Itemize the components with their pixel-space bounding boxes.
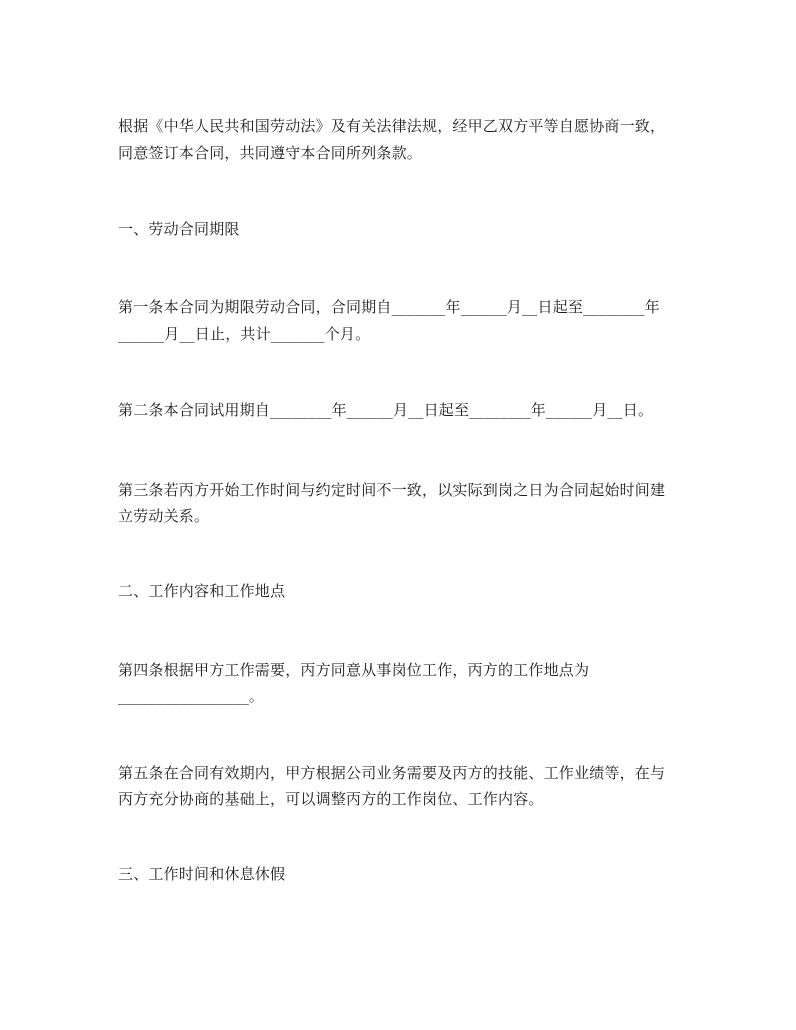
article-4-line-2: _________________。	[118, 687, 265, 705]
article-1-line-1: 第一条本合同为期限劳动合同，合同期自_______年______月__日起至________年	[118, 298, 660, 316]
article-3-line-1: 第三条若丙方开始工作时间与约定时间不一致，以实际到岗之日为合同起始时间建	[118, 481, 666, 499]
article-2-line-1: 第二条本合同试用期自________年______月__日起至________年______月__日。	[118, 401, 654, 419]
intro-paragraph-line-1: 根据《中华人民共和国劳动法》及有关法律法规，经甲乙双方平等自愿协商一致，	[118, 117, 666, 135]
article-4-line-1: 第四条根据甲方工作需要，丙方同意从事岗位工作，丙方的工作地点为	[118, 661, 590, 679]
article-3-line-2: 立劳动关系。	[118, 507, 210, 525]
article-5-line-2: 丙方充分协商的基础上，可以调整丙方的工作岗位、工作内容。	[118, 790, 544, 808]
intro-paragraph-line-2: 同意签订本合同，共同遵守本合同所列条款。	[118, 144, 423, 162]
section-heading-contract-term: 一、劳动合同期限	[118, 220, 240, 238]
article-1-line-2: ______月__日止，共计_______个月。	[118, 325, 371, 343]
section-heading-work-content: 二、工作内容和工作地点	[118, 582, 286, 600]
article-5-line-1: 第五条在合同有效期内，甲方根据公司业务需要及丙方的技能、工作业绩等，在与	[118, 764, 666, 782]
section-heading-working-hours: 三、工作时间和休息休假	[118, 865, 286, 883]
